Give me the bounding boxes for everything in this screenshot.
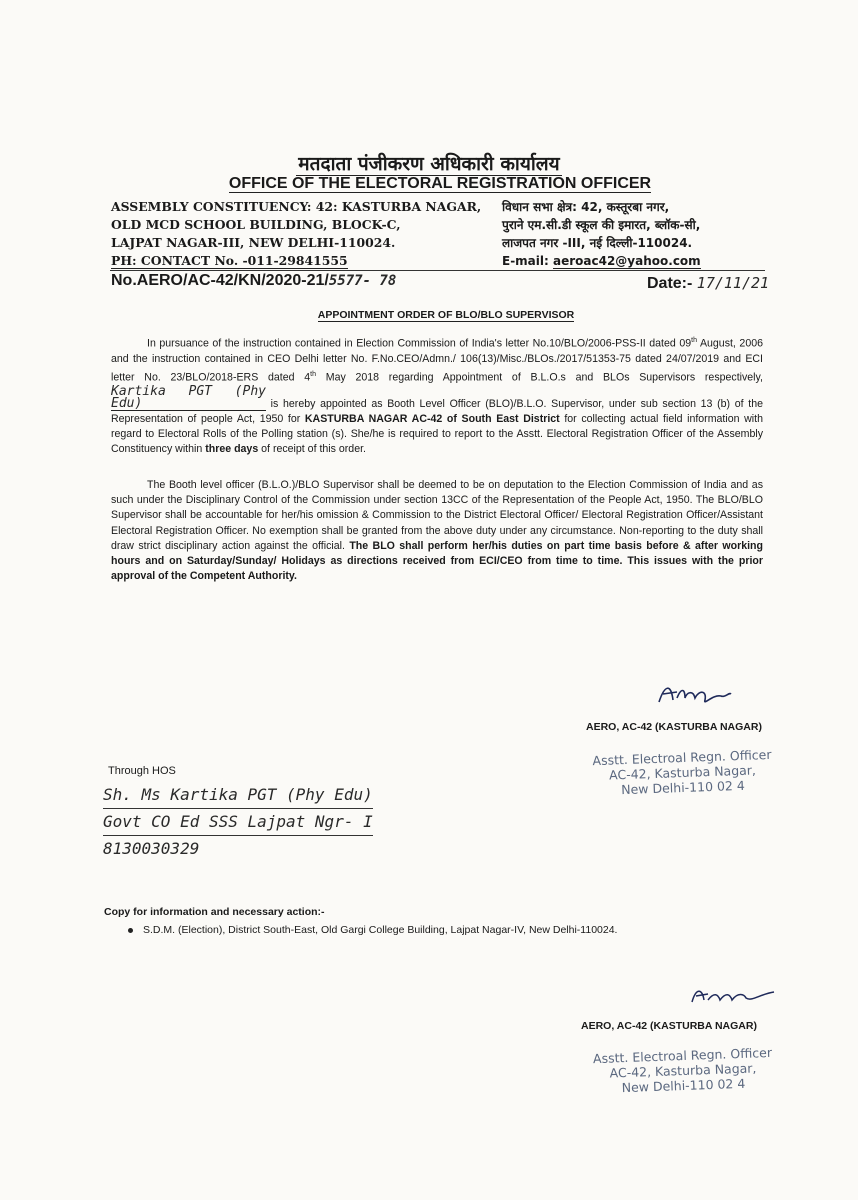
address-line: LAJPAT NAGAR-III, NEW DELHI-110024. bbox=[111, 235, 396, 250]
email-label: E-mail: bbox=[502, 254, 549, 268]
address-line: ASSEMBLY CONSTITUENCY: 42: KASTURBA NAGAR, bbox=[111, 199, 482, 214]
header-divider bbox=[110, 270, 765, 271]
email-link[interactable]: aeroac42@yahoo.com bbox=[553, 254, 701, 268]
recipient-phone: 8130030329 bbox=[103, 839, 200, 858]
reference-number: No.AERO/AC-42/KN/2020-21/5577- 78 bbox=[111, 272, 397, 289]
address-hindi bbox=[502, 198, 701, 270]
order-heading: APPOINTMENT ORDER OF BLO/BLO SUPERVISOR bbox=[317, 309, 575, 321]
handwritten-recipient bbox=[103, 782, 373, 862]
copy-list-item: S.D.M. (Election), District South-East, Old Gargi College Building, Lajpat Nagar-IV, New Delhi-110024. bbox=[128, 924, 617, 936]
address-english bbox=[111, 198, 481, 270]
address-line: OLD MCD SCHOOL BUILDING, BLOCK-C, bbox=[111, 217, 401, 232]
through-hos: Through HOS bbox=[108, 765, 176, 777]
bullet-icon bbox=[128, 928, 133, 933]
official-stamp-1: Asstt. Electroal Regn. Officer AC-42, Kasturba Nagar, New Delhi-110 02 4 bbox=[592, 746, 772, 798]
date-line bbox=[647, 274, 769, 293]
recipient-school: Govt CO Ed SSS Lajpat Ngr- I bbox=[103, 809, 373, 836]
recipient-name: Sh. Ms Kartika PGT (Phy Edu) bbox=[103, 782, 373, 809]
paragraph-2: The Booth level officer (B.L.O.)/BLO Supervisor shall be deemed to be on deputation to the Election Commission of India and as such under the Disciplinary Control of the Commission under section 13CC of the Representation of the People Act, 1950. The BLO/BLO Supervisor shall be accountable for her/his omission & Commission to the District Electoral Officer/ Electoral Registration Officer/Assistant Electoral Registration Officer. No exemption shall be granted from the above duty under any circumstance. Non-reporting to the duty shall draw strict disciplinary action against the official. The BLO shall perform her/his duties on part time basis before & after working hours and on Saturday/Sunday/ Holidays as directions received from ECI/CEO from time to time. This issues with the prior approval of the Competent Authority. bbox=[111, 479, 763, 583]
signature-2 bbox=[688, 984, 778, 1008]
signature-1 bbox=[655, 680, 735, 710]
address-line: विधान सभा क्षेत्र: 42, कस्तूरबा नगर, bbox=[502, 200, 670, 214]
handwritten-ref-no: 5577- 78 bbox=[328, 273, 397, 289]
office-title-hindi: मतदाता पंजीकरण अधिकारी कार्यालय bbox=[298, 153, 560, 175]
handwritten-appointee-name: Kartika PGT (Phy Edu) bbox=[111, 383, 266, 411]
paragraph-1: In pursuance of the instruction contained in Election Commission of India's letter No.10/BLO/2006-PSS-II dated 09th August, 2006 and the instruction contained in CEO Delhi letter No. F.No.CEO/Admn./ 106(13)/Misc./BLOs./2017/51353-75 dated 24/07/2019 and ECI letter No. 23/BLO/2018-ERS dated 4th May 2018 regarding Appointment of B.L.O.s and BLOs Supervisors respectively, Kartika PGT (Phy Edu) is hereby appointed as Booth Level Officer (BLO)/B.L.O. Supervisor, under sub section 13 (b) of the Representation of people Act, 1950 for KASTURBA NAGAR AC-42 of South East District for collecting actual field information with regard to Electoral Rolls of the Polling station (s). She/he is required to report to the Asstt. Electoral Registration Officer of the Assembly Constituency within three days of receipt of this order. bbox=[111, 337, 764, 456]
address-line: पुराने एम.सी.डी स्कूल की इमारत, ब्लॉक-सी, bbox=[502, 218, 701, 232]
email-line bbox=[502, 252, 701, 270]
contact-line: PH: CONTACT No. -011-29841555 bbox=[111, 253, 348, 268]
aero-designation-1: AERO, AC-42 (KASTURBA NAGAR) bbox=[586, 721, 762, 733]
date-label: Date:- bbox=[647, 275, 693, 292]
aero-designation-2: AERO, AC-42 (KASTURBA NAGAR) bbox=[581, 1020, 757, 1032]
handwritten-date: 17/11/21 bbox=[696, 274, 770, 292]
office-title-english: OFFICE OF THE ELECTORAL REGISTRATION OFFICER bbox=[228, 175, 652, 192]
address-line: लाजपत नगर -III, नई दिल्ली-110024. bbox=[502, 236, 693, 250]
official-stamp-2: Asstt. Electroal Regn. Officer AC-42, Kasturba Nagar, New Delhi-110 02 4 bbox=[592, 1044, 773, 1096]
copy-heading: Copy for information and necessary action:- bbox=[104, 906, 325, 918]
